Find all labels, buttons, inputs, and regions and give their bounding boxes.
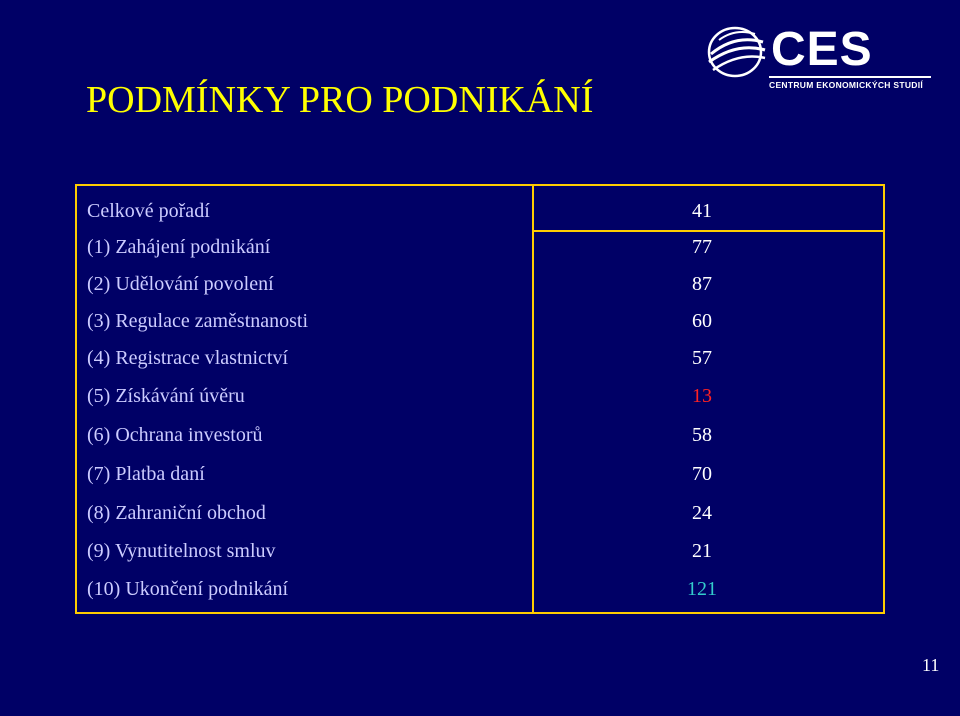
- logo-subtitle: CENTRUM EKONOMICKÝCH STUDIÍ: [769, 76, 931, 90]
- table-row: [77, 420, 883, 450]
- table-row: [77, 536, 883, 566]
- table-row: [77, 269, 883, 299]
- row-label: (3) Regulace zaměstnanosti: [87, 310, 309, 332]
- row-value: 60: [692, 310, 712, 332]
- row-label: (10) Ukončení podnikání: [87, 578, 289, 600]
- logo-brand: CES: [771, 23, 873, 76]
- row-label: (2) Udělování povolení: [87, 273, 274, 295]
- table-row: [77, 459, 883, 489]
- row-value: 70: [692, 463, 712, 485]
- page-number: 11: [922, 655, 940, 675]
- row-label: (5) Získávání úvěru: [87, 385, 245, 407]
- table-row: [77, 232, 883, 262]
- ces-logo: [705, 22, 930, 96]
- row-label: (6) Ochrana investorů: [87, 424, 263, 446]
- row-value: 13: [692, 385, 712, 407]
- row-value: 41: [692, 200, 712, 222]
- row-value: 77: [692, 236, 712, 258]
- table-row: [77, 498, 883, 528]
- row-value: 21: [692, 540, 712, 562]
- row-value: 58: [692, 424, 712, 446]
- row-value: 57: [692, 347, 712, 369]
- row-value: 87: [692, 273, 712, 295]
- table-row: [77, 574, 883, 604]
- row-label: (8) Zahraniční obchod: [87, 502, 266, 524]
- row-label: (1) Zahájení podnikání: [87, 236, 271, 258]
- globe-swoosh-icon: [705, 24, 767, 80]
- row-label: Celkové pořadí: [87, 200, 210, 222]
- row-value: 24: [692, 502, 712, 524]
- slide-title: PODMÍNKY PRO PODNIKÁNÍ: [86, 79, 594, 121]
- row-label: (4) Registrace vlastnictví: [87, 347, 289, 369]
- table-row: [77, 306, 883, 336]
- table-row: [77, 196, 883, 226]
- row-label: (7) Platba daní: [87, 463, 205, 485]
- ranking-table: [75, 184, 885, 614]
- row-value: 121: [687, 578, 717, 600]
- row-label: (9) Vynutitelnost smluv: [87, 540, 276, 562]
- table-row: [77, 381, 883, 411]
- table-row: [77, 343, 883, 373]
